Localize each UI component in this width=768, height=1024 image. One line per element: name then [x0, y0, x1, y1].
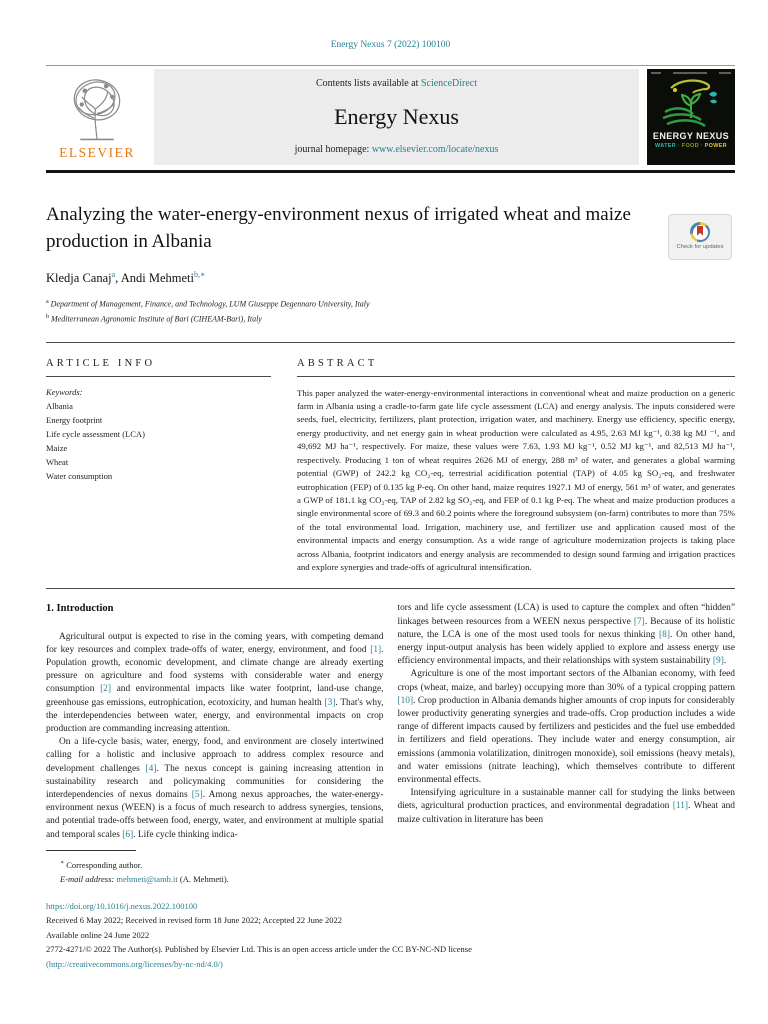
heading-rule: [46, 376, 271, 377]
corresponding-author-note: ∗ Corresponding author.: [60, 859, 143, 870]
homepage-line: [295, 144, 499, 155]
elsevier-tree-icon: [58, 74, 136, 144]
journal-homepage-link[interactable]: www.elsevier.com/locate/nexus: [371, 144, 499, 155]
journal-banner: [154, 69, 639, 165]
email-label: E-mail address:: [60, 873, 115, 884]
abstract-column: [297, 358, 735, 575]
author-affil-mark: a: [111, 270, 116, 280]
issn-copyright: 2772-4271/© 2022 The Author(s). Published by Elsevier Ltd. This is an open access article under the CC BY-NC-ND license: [46, 944, 472, 955]
doi-link[interactable]: https://doi.org/10.1016/j.nexus.2022.100100: [46, 900, 198, 911]
cover-tagline: [655, 143, 727, 149]
received-dates: Received 6 May 2022; Received in revised form 18 June 2022; Accepted 22 June 2022: [46, 915, 343, 926]
affiliation-b: $^b$ Mediterranean Agronomic Institute of Bari (CIHEAM-Bari), Italy: [46, 314, 262, 324]
keyword-item: Water consumption: [46, 470, 113, 481]
contents-prefix: Contents lists available at: [315, 78, 419, 89]
intro-right-column: [398, 602, 736, 841]
check-updates-label: Check for updates: [676, 244, 724, 251]
elsevier-logo[interactable]: [46, 69, 154, 165]
keyword-item: Life cycle assessment (LCA): [46, 428, 145, 439]
intro-paragraph: On a life-cycle basis, water, energy, food, and environment are closely intertwined calling for a holistic and inclusive approach to address complex resource and development challenges [4]. The nexus concept is gaining increasing attention in sustainability research and policymaking communities for considering the interdependencies of nexus domains [5]. Among nexus approaches, the water-energy-environment nexus (WEEN) is a focus of much research to address synergies, tensions, and potential trade-offs between food, energy, water, and environment at multiple spatial and temporal scales [6]. Life cycle thinking indica-: [46, 737, 384, 840]
bookmark-icon: [697, 226, 703, 236]
sciencedirect-link[interactable]: ScienceDirect: [420, 78, 478, 89]
cover-word-power: POWER: [704, 143, 727, 149]
available-online: Available online 24 June 2022: [46, 929, 150, 940]
intro-paragraph: Agricultural output is expected to rise in the coming years, with competing demand for key resources and complex trade-offs of water, energy, environment, and food [1]. Population growth, economic development, and climate change are already exerting pressure on agriculture and food systems with considerable water and energy consumption [2] and environmental impacts like water footprint, land-use change, greenhouse gas emissions, eutrophication, ecotoxicity, and human health [3]. That's why, the interdependencies between water, energy, and environmental impacts on crop production are commanding increasing attention.: [46, 631, 384, 734]
license-link[interactable]: (http://creativecommons.org/licenses/by-nc-nd/4.0/): [46, 958, 223, 969]
intro-paragraph: Intensifying agriculture in a sustainable manner call for studying the links between diets, agricultural production practices, and environmental degradation [11]. Wheat and maize cultivation in literature has been: [397, 788, 735, 825]
keywords-label: Keywords:: [46, 386, 83, 397]
cover-word-water: WATER: [655, 143, 676, 149]
cover-journal-name: ENERGY NEXUS: [652, 131, 730, 141]
abstract-heading: ABSTRACT: [297, 357, 378, 369]
journal-header: [46, 65, 735, 165]
intro-paragraph: Agriculture is one of the most important sectors of the Albanian economy, with feed crops (wheat, maize, and barley) occupying more than 30% of a typical cropping pattern [10]. Crop production in Albania demands higher amounts of crop inputs for considerably lower productivity generating synergies and trade-offs. Crop production includes a wide range of different impacts caused by fertilizers and pesticides and the fuel use embedded in fertilizers and field operations. They include water and energy consumption, air emissions (ammonia volatilization, dinitrogen monoxide), soil emissions (heavy metals), and water emissions (nitrate leaching), which themselves contribute to different environmental effects.: [397, 669, 735, 785]
cover-word-food: FOOD: [681, 143, 699, 149]
article-info-heading: ARTICLE INFO: [46, 357, 156, 369]
homepage-prefix: journal homepage:: [294, 144, 370, 155]
keyword-item: Maize: [46, 442, 68, 453]
cover-art-icon: [653, 74, 729, 130]
author-kledja-canaj[interactable]: Kledja Canaj$^a$: [46, 270, 116, 286]
check-for-updates-badge[interactable]: [668, 214, 732, 260]
check-updates-icon: [690, 222, 710, 242]
author-line: [46, 270, 735, 286]
heading-rule: [297, 376, 735, 377]
introduction-section: [46, 602, 735, 841]
keyword-item: Energy footprint: [46, 414, 103, 425]
header-divider: [46, 170, 735, 173]
affiliation-a: $^a$ Department of Management, Finance, and Technology, LUM Giuseppe Degennaro University, Italy: [46, 299, 370, 309]
elsevier-logo-text: ELSEVIER: [59, 145, 135, 160]
keyword-item: Albania: [46, 400, 73, 411]
article-title: Analyzing the water-energy-environment nexus of irrigated wheat and maize production in Albania: [46, 204, 631, 252]
author-affil-mark: b,∗: [194, 270, 206, 280]
author-separator: ,: [115, 271, 121, 286]
intro-paragraph: tors and life cycle assessment (LCA) is used to capture the complex and often “hidden” linkages between resources from a WEEN nexus perspective [7]. Because of its holistic nature, the LCA is one of the most used tools for nexus thinking [8]. On other hand, energy input-output analysis has been widely applied to explore and assess energy use efficiency environmental impacts, and their relationships with system sustainability [9].: [397, 603, 735, 667]
footnote-block: [46, 850, 735, 886]
separator-dot: ·: [700, 143, 703, 149]
introduction-heading: 1. Introduction: [46, 603, 114, 615]
separator-dot: ·: [677, 143, 680, 149]
email-suffix: (A. Mehmeti).: [179, 873, 229, 884]
footer-block: [46, 899, 735, 972]
intro-left-column: [46, 602, 384, 841]
abstract-text: This paper analyzed the water-energy-environmental interactions in conventional wheat and maize production on a generic farm in Albania using a cradle-to-farm gate life cycle assessment (LCA) and energy analysis. The inputs considered were seeds, fuel, electricity, fertilizers, plant protection, irrigation water, and machinery. Energy use efficiency, specific energy, energy productivity, and net energy gain in wheat production were calculated as 4.95, 2.63 MJ kg⁻¹, 0.38 kg MJ ⁻¹, and 49,692 MJ ha⁻¹, respectively. For maize, these values were 7.63, 1.93 MJ kg⁻¹, 0.52 MJ kg⁻¹, and 82,513 MJ ha⁻¹, respectively. Producing 1 ton of wheat requires 2626 MJ of energy, 288 m³ of water, and generates a global warming potential (GWP) of 242.2 kg CO₂-eq, terrestrial acidification potential (TAP) of 4.05 kg SO₂-eq, and freshwater eutrophication (FEP) of 0.135 kg P-eq. On other hand, maize requires 1927.1 MJ of energy, 561 m³ of water, and generates a GWP of 181.1 kg CO₂-eq, TAP of 2.82 kg SO₂-eq, and FEP of 0.1 kg P-eq. The wheat and maize production produces a single environmental score of 69.3 and 60.2 points where the foreground subsystem (on-farm) contributes to more than 75% of the total environmental load. Irrigation, machinery use, and fertilizer use and application caused most of the environmental impacts and energy consumption. As a wide range of agriculture modernization projects is taking place across Albania, footprint indicators and energy analysis are recommended to design sound farming and irrigation practices and explore synergies and trade-offs of agricultural intensification.: [297, 387, 735, 572]
info-abstract-section: [46, 358, 735, 575]
section-divider: [46, 342, 735, 343]
section-divider: [46, 588, 735, 589]
journal-cover[interactable]: [647, 69, 735, 165]
journal-citation: Energy Nexus 7 (2022) 100100: [330, 40, 451, 50]
journal-title: Energy Nexus: [334, 103, 459, 129]
author-andi-mehmeti[interactable]: Andi Mehmeti$^{b,∗}$: [120, 270, 206, 286]
email-note: [46, 872, 735, 886]
email-link[interactable]: mehmeti@iamb.it: [116, 873, 178, 884]
affiliations: [46, 297, 735, 326]
keyword-item: Wheat: [46, 456, 69, 467]
contents-line: [316, 78, 477, 89]
footnote-rule: [46, 850, 136, 851]
article-info-column: [46, 358, 271, 575]
